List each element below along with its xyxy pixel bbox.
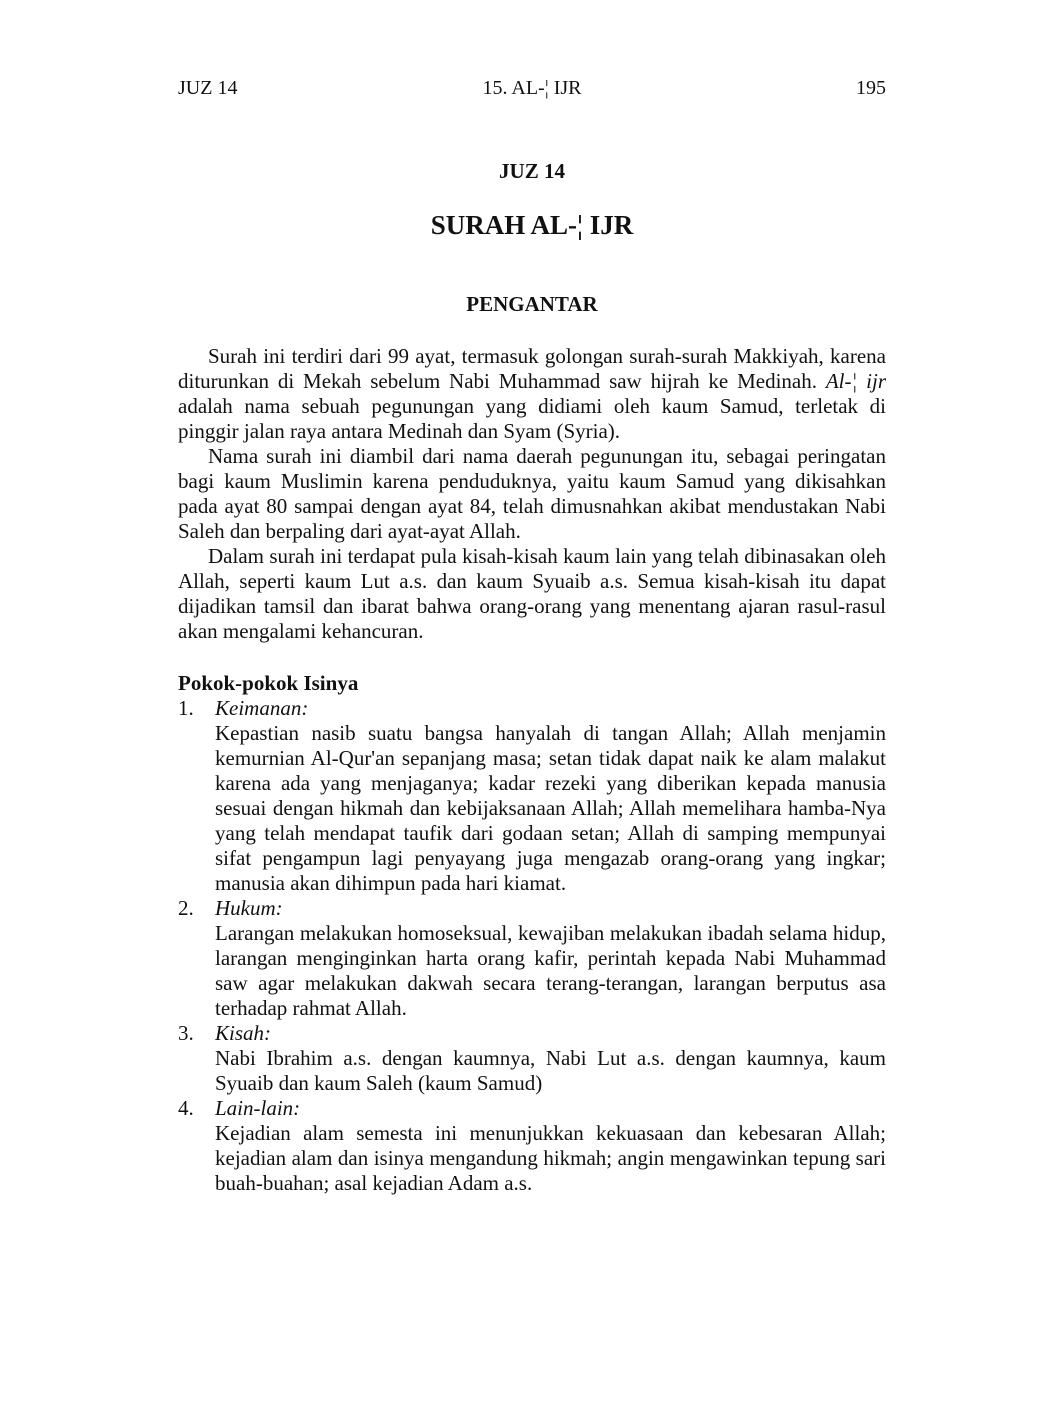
points-heading: Pokok-pokok Isinya (178, 671, 359, 695)
points-list (178, 696, 886, 1196)
surah-name-italic: Al-¦ ijr (825, 369, 886, 393)
list-item-number: 1. (178, 696, 194, 720)
list-item (178, 1021, 886, 1096)
list-item (178, 896, 886, 1021)
list-item (178, 696, 886, 896)
juz-title: JUZ 14 (499, 159, 565, 183)
list-item-text: Larangan melakukan homoseksual, kewajiban melakukan ibadah selama hidup, larangan menginginkan harta orang kafir, perintah kepada Nabi Muhammad saw agar melakukan dakwah secara terang-terangan, larangan berputus asa terhadap rahmat Allah. (215, 921, 886, 1020)
intro-paragraph-2: Nama surah ini diambil dari nama daerah pegunungan itu, sebagai peringatan bagi kaum Muslimin karena penduduknya, yaitu kaum Samud yang dikisahkan pada ayat 80 sampai dengan ayat 84, telah dimusnahkan akibat mendustakan Nabi Saleh dan berpaling dari ayat-ayat Allah. (178, 444, 886, 543)
list-item (178, 1096, 886, 1196)
header-surah: 15. AL-¦ IJR (482, 77, 582, 99)
intro-paragraph-3: Dalam surah ini terdapat pula kisah-kisah kaum lain yang telah dibinasakan oleh Allah, seperti kaum Lut a.s. dan kaum Syuaib a.s. Semua kisah-kisah itu dapat dijadikan tamsil dan ibarat bahwa orang-orang yang menentang ajaran rasul-rasul akan mengalami kehancuran. (178, 544, 886, 643)
intro-paragraph-1: Surah ini terdiri dari 99 ayat, termasuk golongan surah-surah Makkiyah, karena diturunkan di Mekah sebelum Nabi Muhammad saw hijrah ke Medinah. Al-¦ ijr adalah nama sebuah pegunungan yang didiami oleh kaum Samud, terletak di pinggir jalan raya antara Medinah dan Syam (Syria). (178, 344, 886, 443)
section-title-pengantar: PENGANTAR (466, 292, 598, 316)
list-item-label: Hukum: (215, 896, 283, 920)
list-item-label: Lain-lain: (215, 1096, 301, 1120)
list-item-label: Kisah: (215, 1021, 272, 1045)
list-item-text: Kejadian alam semesta ini menunjukkan kekuasaan dan kebesaran Allah; kejadian alam dan isinya mengandung hikmah; angin mengawinkan tepung sari buah-buahan; asal kejadian Adam a.s. (215, 1121, 886, 1195)
list-item-number: 3. (178, 1021, 194, 1045)
list-item-number: 2. (178, 896, 194, 920)
list-item-text: Kepastian nasib suatu bangsa hanyalah di tangan Allah; Allah menjamin kemurnian Al-Qur'an sepanjang masa; setan tidak dapat naik ke alam malakut karena ada yang menjaganya; kadar rezeki yang diberikan kepada manusia sesuai dengan hikmah dan kebijaksanaan Allah; Allah memelihara hamba-Nya yang telah mendapat taufik dari godaan setan; Allah di samping mempunyai sifat pengampun lagi penyayang juga mengazab orang-orang yang ingkar; manusia akan dihimpun pada hari kiamat. (215, 721, 886, 895)
page-number: 195 (856, 77, 886, 99)
list-item-label: Keimanan: (215, 696, 309, 720)
list-item-text: Nabi Ibrahim a.s. dengan kaumnya, Nabi Lut a.s. dengan kaumnya, kaum Syuaib dan kaum Saleh (kaum Samud) (215, 1046, 886, 1095)
list-item-number: 4. (178, 1096, 194, 1120)
header-juz: JUZ 14 (178, 77, 238, 99)
intro-text (178, 344, 886, 644)
surah-title: SURAH AL-¦ IJR (430, 210, 634, 240)
